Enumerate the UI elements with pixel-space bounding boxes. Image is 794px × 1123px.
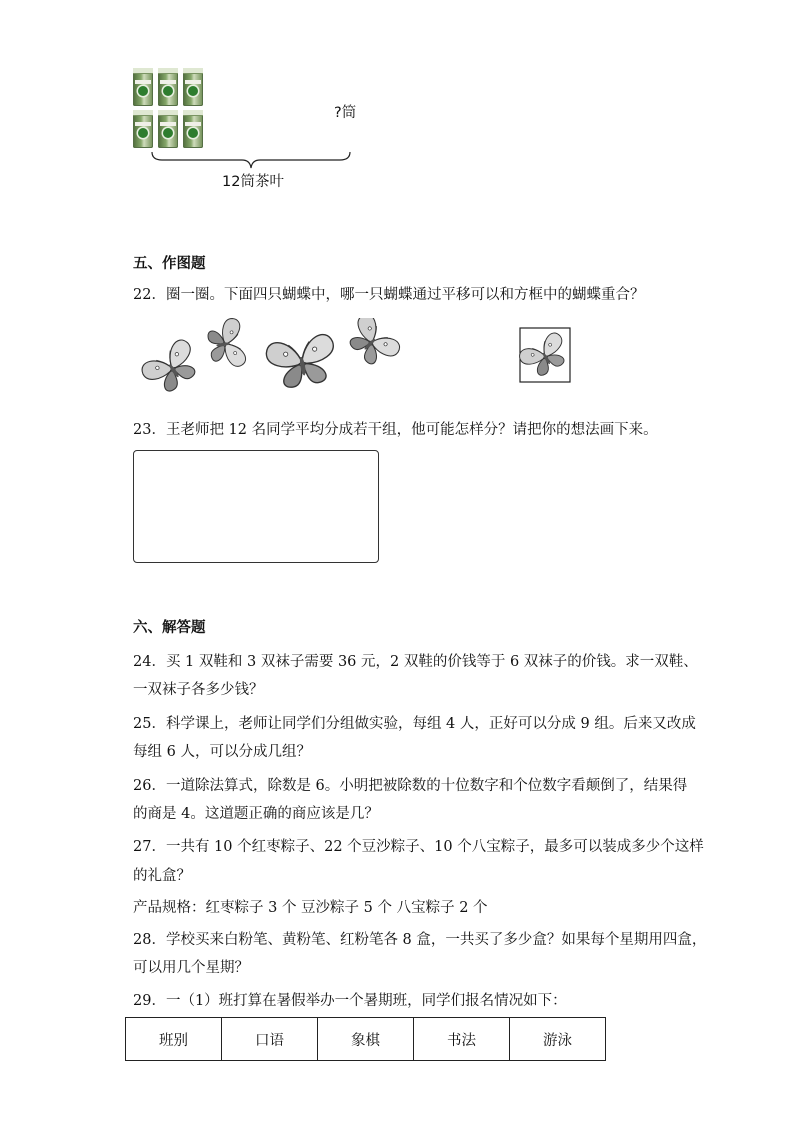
tea-can-icon bbox=[158, 68, 178, 106]
butterfly-option-2[interactable] bbox=[206, 318, 247, 371]
table-header-cell: 班别 bbox=[126, 1018, 222, 1061]
tea-can-icon bbox=[133, 110, 153, 148]
total-brace bbox=[150, 150, 352, 172]
tea-can-icon bbox=[183, 68, 203, 106]
table-header-cell: 口语 bbox=[222, 1018, 318, 1061]
question-25-line-1: 25．科学课上，老师让同学们分组做实验，每组 4 人，正好可以分成 9 组。后来又改成 bbox=[133, 716, 696, 732]
section-heading-word-problems: 六、解答题 bbox=[133, 619, 206, 636]
question-25-line-2: 每组 6 人，可以分成几组？ bbox=[133, 744, 311, 760]
butterfly-option-1[interactable] bbox=[140, 337, 205, 398]
table-header-cell: 象棋 bbox=[318, 1018, 414, 1061]
question-27-line-1: 27．一共有 10 个红枣粽子、22 个豆沙粽子、10 个八宝粽子，最多可以装成多少个这样 bbox=[133, 839, 704, 855]
butterfly-in-frame-icon bbox=[517, 330, 573, 381]
section-heading-drawing: 五、作图题 bbox=[133, 255, 206, 272]
question-28-line-1: 28．学校买来白粉笔、黄粉笔、红粉笔各 8 盒，一共买了多少盒？如果每个星期用四盒， bbox=[133, 932, 707, 948]
question-24-line-2: 一双袜子各多少钱？ bbox=[133, 682, 264, 698]
question-22: 22．圈一圈。下面四只蝴蝶中，哪一只蝴蝶通过平移可以和方框中的蝴蝶重合？ bbox=[133, 287, 645, 303]
question-23: 23．王老师把 12 名同学平均分成若干组，他可能怎样分？请把你的想法画下来。 bbox=[133, 422, 658, 438]
question-27-line-2: 的礼盒？ bbox=[133, 868, 191, 884]
question-29: 29．一（1）班打算在暑假举办一个暑期班，同学们报名情况如下： bbox=[133, 993, 567, 1009]
tea-cans-figure bbox=[133, 68, 205, 154]
table-row bbox=[126, 1018, 606, 1061]
tea-can-icon bbox=[183, 110, 203, 148]
table-header-cell: 游泳 bbox=[510, 1018, 606, 1061]
unknown-cans-label: ?筒 bbox=[334, 105, 357, 121]
question-26-line-1: 26．一道除法算式，除数是 6。小明把被除数的十位数字和个位数字看颠倒了，结果得 bbox=[133, 778, 688, 794]
tea-can-icon bbox=[158, 110, 178, 148]
table-header-cell: 书法 bbox=[414, 1018, 510, 1061]
product-spec: 产品规格：红枣粽子 3 个 豆沙粽子 5 个 八宝粽子 2 个 bbox=[133, 900, 488, 916]
question-26-line-2: 的商是 4。这道题正确的商应该是几？ bbox=[133, 806, 379, 822]
tea-can-icon bbox=[133, 68, 153, 106]
registration-table bbox=[125, 1017, 606, 1061]
question-28-line-2: 可以用几个星期？ bbox=[133, 960, 249, 976]
total-cans-label: 12筒茶叶 bbox=[222, 174, 284, 190]
butterfly-option-4[interactable] bbox=[341, 318, 403, 373]
drawing-answer-box[interactable] bbox=[133, 450, 379, 563]
butterflies-figure bbox=[140, 318, 620, 398]
question-24-line-1: 24．买 1 双鞋和 3 双袜子需要 36 元，2 双鞋的价钱等于 6 双袜子的价钱。求一双鞋、 bbox=[133, 654, 698, 670]
butterfly-option-3[interactable] bbox=[265, 333, 340, 391]
